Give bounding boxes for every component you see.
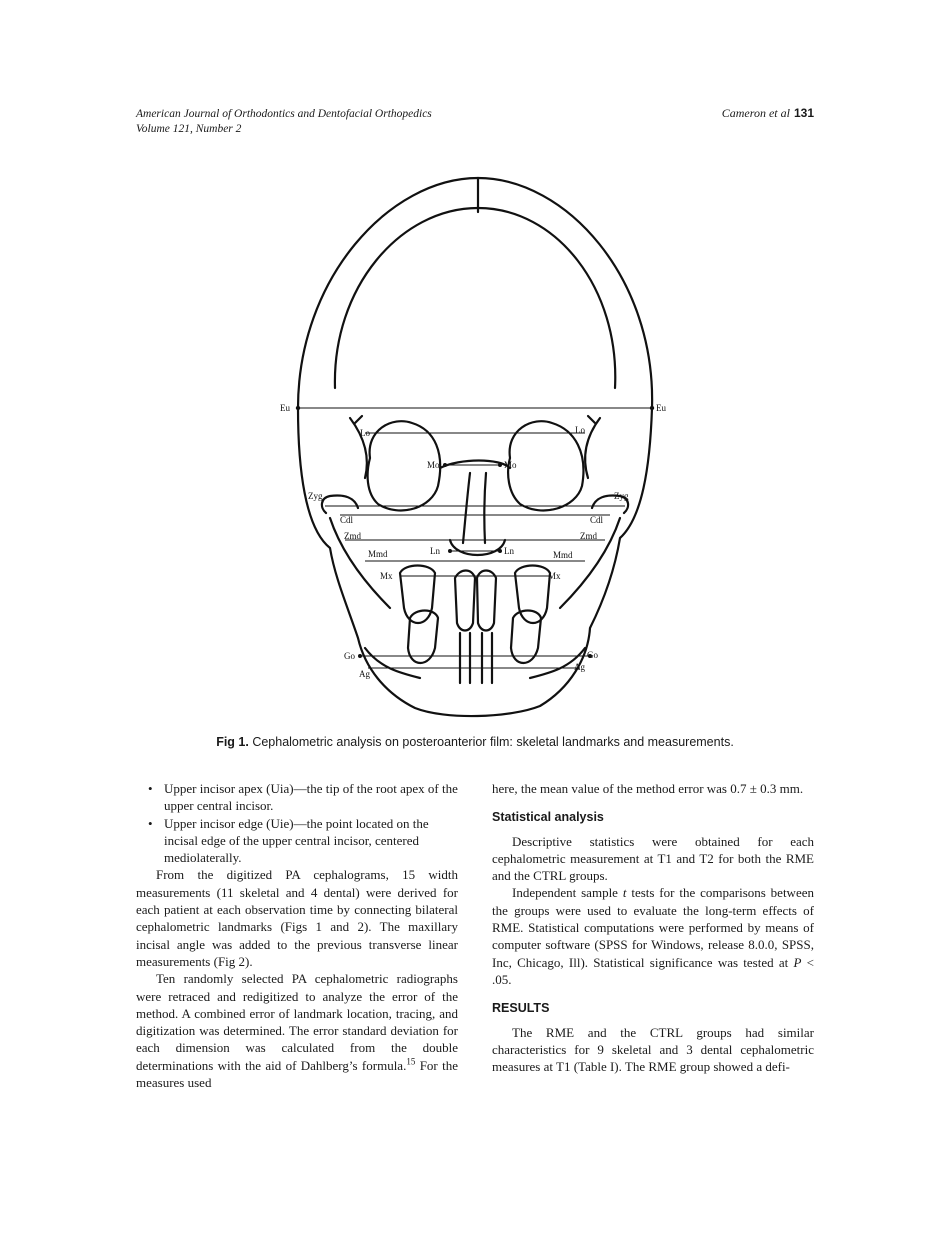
label-cdl-right: Cdl — [590, 515, 604, 525]
label-mmd-right: Mmd — [553, 550, 573, 560]
landmark-definition-list — [136, 780, 458, 866]
inner-cranium — [335, 208, 615, 388]
paragraph-text: Independent sample — [512, 885, 623, 901]
label-mo-left: Mo — [427, 460, 440, 470]
figure-caption — [0, 735, 950, 749]
italic-t: t — [622, 885, 627, 901]
journal-title: American Journal of Orthodontics and Dentofacial Orthopedics — [136, 108, 432, 120]
upper-molar-right — [515, 566, 550, 624]
paragraph-method-error — [136, 970, 458, 1091]
label-ln-left: Ln — [430, 546, 440, 556]
right-orbit — [508, 421, 583, 510]
journal-volume: Volume 121, Number 2 — [136, 123, 242, 135]
label-ln-right: Ln — [504, 546, 514, 556]
label-eu-right: Eu — [656, 403, 666, 413]
section-heading-results: RESULTS — [492, 1001, 550, 1016]
label-ag-left: Ag — [359, 669, 370, 679]
running-header-right — [722, 106, 814, 121]
paragraph-text: tests for the comparisons between the groups were used to evaluate the long-term effects of RME. Statistical computations were performed by means of computer software (SPSS for Windows, release 8.0.0, SPSS, Inc, Chicago, Ill). Statistical significance was tested at — [492, 885, 814, 970]
skull-drawing — [270, 168, 680, 728]
label-zyg-right: Zyg — [614, 491, 629, 501]
lower-tooth-left — [408, 611, 438, 664]
lower-incisor-left — [460, 633, 470, 683]
list-item — [136, 815, 458, 867]
paragraph-text: Ten randomly selected PA cephalometric radiographs were retraced and redigitized to analyze the error of the method. A combined error of landmark location, tracing, and digitization was determined. The error standard deviation for each dimension was calculated from the double determinations with the aid of Dahlberg’s formula. — [136, 971, 458, 1073]
label-mx-left: Mx — [380, 571, 393, 581]
reference-superscript: 15 — [406, 1056, 416, 1067]
section-heading-statistical-analysis: Statistical analysis — [492, 810, 604, 825]
paragraph-measurements: From the digitized PA cephalograms, 15 width measurements (11 skeletal and 4 dental) were derived for each patient at each observation time by connecting bilateral cephalometric landmarks (Figs 1 and 2). The maxillary incisal angle was added to the previous transverse linear measurements (Fig 2). — [136, 867, 458, 969]
nasal-septum — [463, 473, 486, 543]
right-column — [492, 780, 814, 1075]
label-eu-left: Eu — [280, 403, 290, 413]
paragraph-text: For the measures used — [136, 1057, 458, 1091]
label-go-right: Go — [587, 650, 598, 660]
lower-tooth-right — [511, 611, 541, 664]
figure-cephalogram — [270, 168, 680, 728]
list-item-text: Upper incisor edge (Uie)—the point located on the incisal edge of the upper central incisor, centered mediolaterally. — [164, 815, 429, 866]
label-zyg-left: Zyg — [308, 491, 323, 501]
italic-p: P — [793, 954, 802, 970]
figure-caption-text: Cephalometric analysis on posteroanterior film: skeletal landmarks and measurements. — [248, 735, 734, 749]
running-header-left — [136, 107, 432, 137]
label-ag-right: Ag — [574, 662, 585, 672]
label-lo-right: Lo — [575, 425, 585, 435]
label-mo-right: Mo — [504, 460, 517, 470]
incisor-right — [477, 571, 496, 631]
lower-incisor-right — [482, 633, 492, 683]
upper-molar-left — [400, 566, 435, 624]
paragraph-continued: here, the mean value of the method error was 0.7 ± 0.3 mm. — [492, 781, 804, 796]
label-mx-right: Mx — [548, 571, 561, 581]
bullet-icon: • — [148, 815, 153, 831]
left-column — [136, 780, 458, 1091]
label-cdl-left: Cdl — [340, 515, 354, 525]
paragraph-results: The RME and the CTRL groups had similar characteristics for 9 skeletal and 3 dental cephalometric measures at T1 (Table I). The RME group showed a defi- — [492, 1024, 814, 1075]
label-lo-left: Lo — [360, 428, 370, 438]
label-go-left: Go — [344, 651, 355, 661]
figure-caption-label: Fig 1. — [216, 735, 249, 749]
paragraph-text: < .05. — [492, 954, 814, 987]
paragraph-t-tests — [492, 884, 814, 988]
page-number: 131 — [793, 106, 814, 120]
paragraph-descriptive-statistics: Descriptive statistics were obtained for each cephalometric measurement at T1 and T2 for both the RME and the CTRL groups. — [492, 833, 814, 884]
author-label: Cameron et al — [721, 106, 790, 120]
label-zmd-left: Zmd — [344, 531, 361, 541]
skull-outline — [298, 178, 652, 716]
list-item — [136, 780, 458, 815]
incisor-left — [455, 571, 475, 631]
bullet-icon: • — [148, 781, 153, 796]
label-mmd-left: Mmd — [368, 549, 388, 559]
nasal-floor — [450, 540, 505, 555]
list-item-text: Upper incisor apex (Uia)—the tip of the root apex of the upper central incisor. — [164, 781, 458, 814]
label-zmd-right: Zmd — [580, 531, 597, 541]
